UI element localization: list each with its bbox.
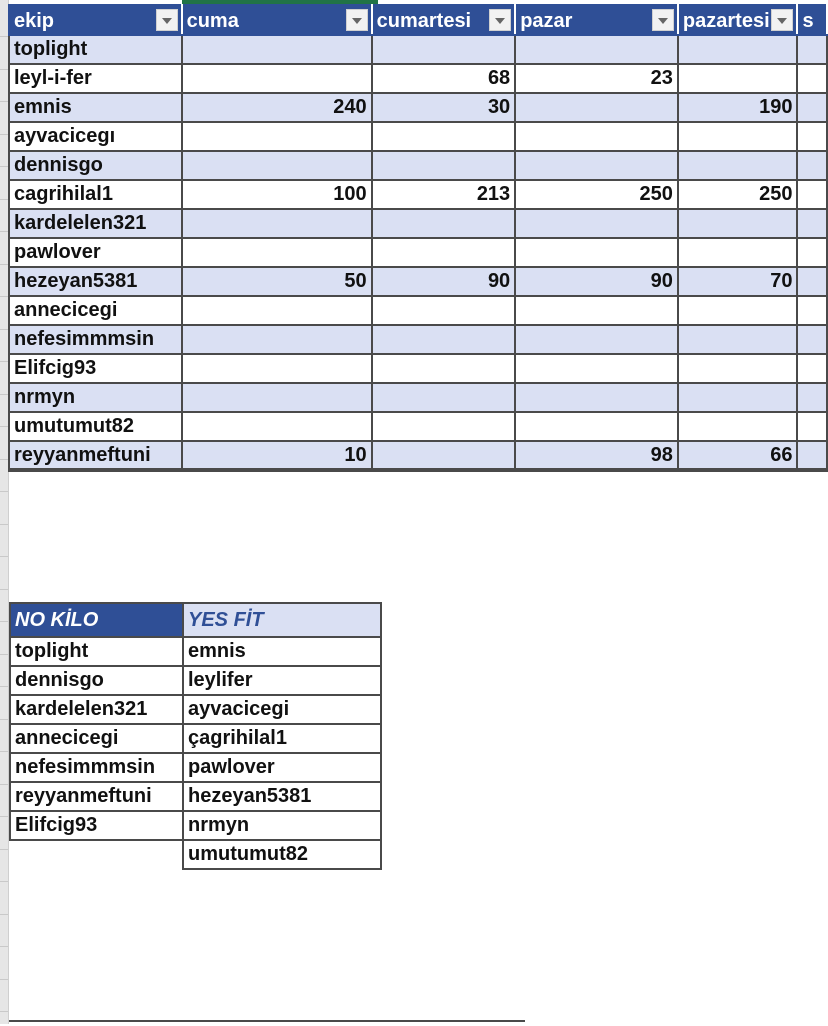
yes-fit-cell[interactable]: emnis	[183, 637, 381, 666]
row-header-divider	[0, 621, 8, 622]
row-header-divider	[0, 426, 8, 427]
column-header-label: pazar	[520, 9, 573, 32]
value-cell-pazar[interactable]	[515, 151, 678, 180]
groups-row	[10, 782, 381, 811]
row-header-divider	[0, 264, 8, 265]
value-cell-pazar[interactable]	[515, 209, 678, 238]
table-row	[9, 151, 827, 180]
value-cell-cumartesi[interactable]	[372, 296, 516, 325]
value-cell-pazar[interactable]	[515, 354, 678, 383]
value-cell-partial[interactable]	[797, 354, 827, 383]
no-kilo-cell[interactable]: kardelelen321	[10, 695, 183, 724]
value-cell-cumartesi[interactable]: 68	[372, 64, 516, 93]
row-header-divider	[0, 719, 8, 720]
yes-fit-cell[interactable]: ayvacicegi	[183, 695, 381, 724]
member-name-cell[interactable]: kardelelen321	[9, 209, 182, 238]
row-header-divider	[0, 166, 8, 167]
row-header-divider	[0, 686, 8, 687]
value-cell-cumartesi[interactable]	[372, 354, 516, 383]
table-row	[9, 441, 827, 470]
value-cell-pazar[interactable]: 250	[515, 180, 678, 209]
value-cell-partial[interactable]	[797, 209, 827, 238]
member-name-cell[interactable]: ayvacicegı	[9, 122, 182, 151]
groups-row	[10, 840, 381, 869]
value-cell-cumartesi[interactable]: 213	[372, 180, 516, 209]
row-header-divider	[0, 459, 8, 460]
value-cell-cuma[interactable]	[182, 383, 372, 412]
groups-header-row	[10, 603, 381, 637]
value-cell-cumartesi[interactable]	[372, 35, 516, 64]
yes-fit-cell[interactable]: leylifer	[183, 666, 381, 695]
member-name-cell[interactable]: leyl-i-fer	[9, 64, 182, 93]
column-header-label: cuma	[186, 9, 239, 32]
value-cell-partial[interactable]	[797, 383, 827, 412]
table-row	[9, 35, 827, 64]
groups-row	[10, 724, 381, 753]
value-cell-pazartesi[interactable]: 250	[678, 180, 798, 209]
row-header-divider	[0, 946, 8, 947]
value-cell-cuma[interactable]	[182, 151, 372, 180]
groups-row	[10, 666, 381, 695]
yes-fit-cell[interactable]: nrmyn	[183, 811, 381, 840]
weekly-table	[8, 4, 828, 472]
row-header-divider	[0, 69, 8, 70]
value-cell-cuma[interactable]	[182, 238, 372, 267]
value-cell-cuma[interactable]	[182, 209, 372, 238]
column-header-cumartesi[interactable]	[372, 5, 516, 35]
filter-dropdown-icon[interactable]	[771, 9, 793, 31]
column-header-pazartesi[interactable]	[678, 5, 798, 35]
value-cell-pazar[interactable]	[515, 238, 678, 267]
row-header-divider	[0, 654, 8, 655]
value-cell-cumartesi[interactable]	[372, 383, 516, 412]
value-cell-cuma[interactable]: 100	[182, 180, 372, 209]
table-row	[9, 354, 827, 383]
member-name-cell[interactable]: nefesimmmsin	[9, 325, 182, 354]
row-header-divider	[0, 556, 8, 557]
member-name-cell[interactable]: emnis	[9, 93, 182, 122]
value-cell-pazar[interactable]: 98	[515, 441, 678, 470]
value-cell-partial[interactable]	[797, 35, 827, 64]
value-cell-cuma[interactable]	[182, 35, 372, 64]
value-cell-partial[interactable]	[797, 325, 827, 354]
table-row	[9, 412, 827, 441]
column-header-label: cumartesi	[376, 9, 472, 32]
value-cell-pazartesi[interactable]	[678, 296, 798, 325]
groups-row	[10, 637, 381, 666]
value-cell-pazartesi[interactable]	[678, 383, 798, 412]
value-cell-cuma[interactable]: 240	[182, 93, 372, 122]
member-name-cell[interactable]: toplight	[9, 35, 182, 64]
row-header-divider	[0, 231, 8, 232]
member-name-cell[interactable]: hezeyan5381	[9, 267, 182, 296]
no-kilo-cell[interactable]	[10, 840, 183, 869]
value-cell-pazartesi[interactable]: 190	[678, 93, 798, 122]
value-cell-partial[interactable]	[797, 441, 827, 470]
row-header-divider	[0, 134, 8, 135]
column-header-label: ekip	[14, 9, 55, 32]
value-cell-pazar[interactable]: 90	[515, 267, 678, 296]
no-kilo-cell[interactable]: nefesimmmsin	[10, 753, 183, 782]
value-cell-pazartesi[interactable]	[678, 354, 798, 383]
member-name-cell[interactable]: nrmyn	[9, 383, 182, 412]
value-cell-cuma[interactable]: 50	[182, 267, 372, 296]
value-cell-pazartesi[interactable]	[678, 238, 798, 267]
yes-fit-cell[interactable]: pawlover	[183, 753, 381, 782]
value-cell-pazar[interactable]	[515, 383, 678, 412]
value-cell-pazar[interactable]	[515, 35, 678, 64]
table-row	[9, 296, 827, 325]
value-cell-partial[interactable]	[797, 64, 827, 93]
row-header-divider	[0, 1011, 8, 1012]
value-cell-cumartesi[interactable]: 30	[372, 93, 516, 122]
table-row	[9, 180, 827, 209]
filter-dropdown-icon[interactable]	[652, 9, 674, 31]
value-cell-pazartesi[interactable]	[678, 122, 798, 151]
member-name-cell[interactable]: Elifcig93	[9, 354, 182, 383]
row-header-divider	[0, 849, 8, 850]
no-kilo-header[interactable]: NO KİLO	[10, 603, 183, 637]
value-cell-cumartesi[interactable]	[372, 151, 516, 180]
value-cell-partial[interactable]	[797, 267, 827, 296]
groups-row	[10, 753, 381, 782]
value-cell-pazartesi[interactable]: 66	[678, 441, 798, 470]
value-cell-cumartesi[interactable]	[372, 238, 516, 267]
row-header-divider	[0, 524, 8, 525]
filter-dropdown-icon[interactable]	[346, 9, 368, 31]
column-header-label: s	[802, 9, 814, 32]
value-cell-cuma[interactable]: 10	[182, 441, 372, 470]
row-header-divider	[0, 101, 8, 102]
row-header-divider	[0, 36, 8, 37]
value-cell-cuma[interactable]	[182, 122, 372, 151]
value-cell-cuma[interactable]	[182, 354, 372, 383]
value-cell-pazartesi[interactable]: 70	[678, 267, 798, 296]
column-header-s[interactable]	[797, 5, 827, 35]
no-kilo-cell[interactable]: dennisgo	[10, 666, 183, 695]
table-row	[9, 209, 827, 238]
value-cell-pazar[interactable]: 23	[515, 64, 678, 93]
table-row	[9, 64, 827, 93]
value-cell-cuma[interactable]	[182, 325, 372, 354]
value-cell-cuma[interactable]	[182, 296, 372, 325]
row-header-divider	[0, 394, 8, 395]
row-header-divider	[0, 199, 8, 200]
row-header-divider	[0, 589, 8, 590]
column-header-pazar[interactable]	[515, 5, 678, 35]
value-cell-pazartesi[interactable]	[678, 151, 798, 180]
table-row	[9, 267, 827, 296]
value-cell-cumartesi[interactable]	[372, 412, 516, 441]
value-cell-cumartesi[interactable]	[372, 325, 516, 354]
table-row	[9, 122, 827, 151]
no-kilo-cell[interactable]: Elifcig93	[10, 811, 183, 840]
value-cell-pazartesi[interactable]	[678, 412, 798, 441]
value-cell-cumartesi[interactable]	[372, 209, 516, 238]
value-cell-pazartesi[interactable]	[678, 209, 798, 238]
row-header-divider	[0, 881, 8, 882]
member-name-cell[interactable]: reyyanmeftuni	[9, 441, 182, 470]
yes-fit-cell[interactable]: hezeyan5381	[183, 782, 381, 811]
value-cell-pazartesi[interactable]	[678, 325, 798, 354]
value-cell-pazartesi[interactable]	[678, 64, 798, 93]
member-name-cell[interactable]: cagrihilal1	[9, 180, 182, 209]
filter-dropdown-icon[interactable]	[489, 9, 511, 31]
value-cell-pazar[interactable]	[515, 412, 678, 441]
groups-row	[10, 695, 381, 724]
member-name-cell[interactable]: annecicegi	[9, 296, 182, 325]
table-row	[9, 238, 827, 267]
row-header-divider	[0, 361, 8, 362]
groups-row	[10, 811, 381, 840]
value-cell-partial[interactable]	[797, 296, 827, 325]
value-cell-pazar[interactable]	[515, 296, 678, 325]
value-cell-partial[interactable]	[797, 412, 827, 441]
value-cell-cumartesi[interactable]	[372, 441, 516, 470]
no-kilo-cell[interactable]: annecicegi	[10, 724, 183, 753]
column-header-ekip[interactable]	[9, 5, 182, 35]
value-cell-partial[interactable]	[797, 238, 827, 267]
row-header-divider	[0, 751, 8, 752]
value-cell-partial[interactable]	[797, 180, 827, 209]
value-cell-pazar[interactable]	[515, 93, 678, 122]
value-cell-partial[interactable]	[797, 151, 827, 180]
column-header-cuma[interactable]	[182, 5, 372, 35]
next-table-top-border	[9, 1020, 525, 1026]
value-cell-pazartesi[interactable]	[678, 35, 798, 64]
row-header-divider	[0, 816, 8, 817]
no-kilo-cell[interactable]: reyyanmeftuni	[10, 782, 183, 811]
header-row	[9, 5, 827, 35]
value-cell-cuma[interactable]	[182, 412, 372, 441]
no-kilo-cell[interactable]: toplight	[10, 637, 183, 666]
column-header-label: pazartesi	[682, 9, 770, 32]
yes-fit-cell[interactable]: umutumut82	[183, 840, 381, 869]
value-cell-cumartesi[interactable]	[372, 122, 516, 151]
yes-fit-cell[interactable]: çagrihilal1	[183, 724, 381, 753]
table-row	[9, 383, 827, 412]
row-header-divider	[0, 914, 8, 915]
groups-table	[9, 602, 382, 870]
value-cell-partial[interactable]	[797, 93, 827, 122]
member-name-cell[interactable]: umutumut82	[9, 412, 182, 441]
table-row	[9, 325, 827, 354]
value-cell-cuma[interactable]	[182, 64, 372, 93]
row-header-divider	[0, 491, 8, 492]
table-row	[9, 93, 827, 122]
row-header-divider	[0, 296, 8, 297]
value-cell-partial[interactable]	[797, 122, 827, 151]
yes-fit-header[interactable]: YES FİT	[183, 603, 381, 637]
row-header-divider	[0, 329, 8, 330]
row-header-divider	[0, 979, 8, 980]
value-cell-cumartesi[interactable]: 90	[372, 267, 516, 296]
value-cell-pazar[interactable]	[515, 325, 678, 354]
value-cell-pazar[interactable]	[515, 122, 678, 151]
member-name-cell[interactable]: pawlover	[9, 238, 182, 267]
row-header-divider	[0, 784, 8, 785]
member-name-cell[interactable]: dennisgo	[9, 151, 182, 180]
filter-dropdown-icon[interactable]	[156, 9, 178, 31]
